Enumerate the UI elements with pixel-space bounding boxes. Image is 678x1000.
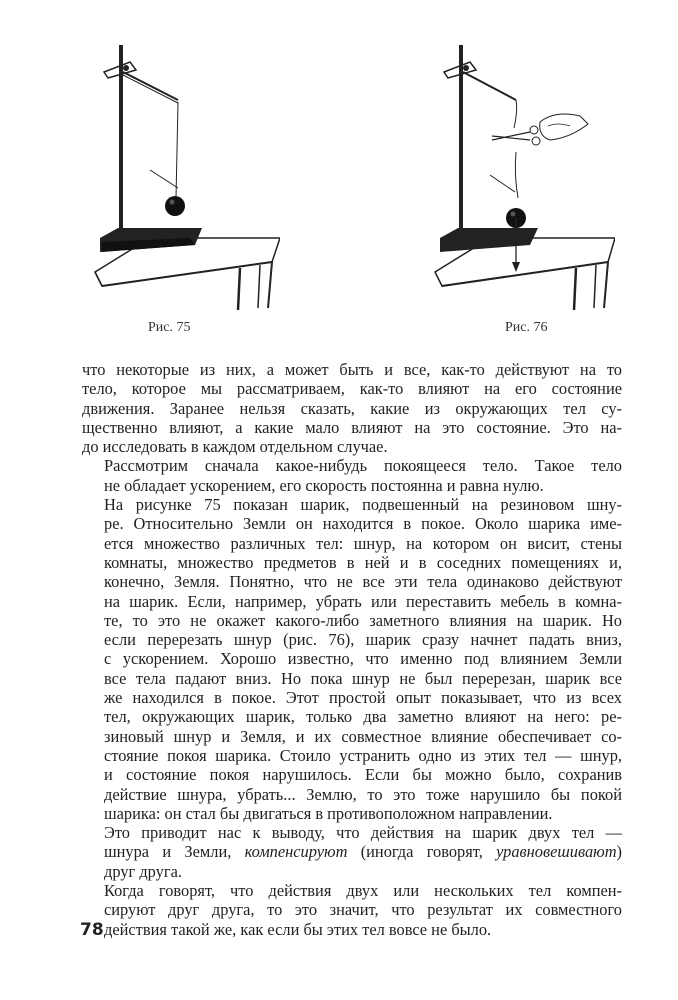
text-line: щественно влияют, а какие мало влияют на это состояние. Это на- <box>82 417 622 437</box>
text-line: не обладает ускорением, его скорость постоянна и равна нулю. <box>104 475 544 495</box>
paragraph <box>82 456 622 495</box>
figure-75-illustration <box>90 40 280 315</box>
text-line: же находился в покое. Этот простой опыт показывает, что из всех <box>104 688 622 708</box>
text-line: что некоторые из них, а может быть и все, как-то действуют на то <box>82 360 622 379</box>
text-line: ре. Относительно Земли он находится в покое. Около шарика име- <box>104 514 622 534</box>
text-line: и состояние покоя нарушилось. Если бы можно было, сохранив <box>104 765 622 785</box>
text-line: на шарик. Если, например, убрать или переставить мебель в комна- <box>104 591 622 611</box>
figure-75-caption: Рис. 75 <box>148 320 191 335</box>
paragraph <box>82 360 622 456</box>
paragraph <box>82 823 622 881</box>
paragraph <box>82 495 622 823</box>
text-line: с ускорением. Хорошо известно, что именно под влиянием Земли <box>104 649 622 669</box>
text-line: зиновый шнур и Земля, и их совместное влияние обеспечивает со- <box>104 726 622 746</box>
paragraph <box>82 881 622 939</box>
text-line: действие шнура, убрать... Землю, то это тоже нарушило бы покой <box>104 784 622 804</box>
text-line: Это приводит нас к выводу, что действия на шарик двух тел — <box>104 823 622 843</box>
text-line: друг друга. <box>104 861 182 881</box>
text-line: конечно, Земля. Понятно, что не все эти тела одинаково действуют <box>104 572 622 592</box>
text-line: тел, окружающих шарик, только два заметно влияют на него: ре- <box>104 707 622 727</box>
text-line: движения. Заранее нельзя сказать, какие из окружающих тел су- <box>82 398 622 418</box>
text-line: сируют друг друга, то это значит, что результат их совместного <box>104 900 622 920</box>
text-line: те, то это не окажет какого-либо заметного влияния на шарик. Но <box>104 610 622 630</box>
figure-76-illustration <box>430 40 615 315</box>
text-line: если перерезать шнур (рис. 76), шарик сразу начнет падать вниз, <box>104 630 622 650</box>
figure-76-caption: Рис. 76 <box>505 320 548 335</box>
text-line: шарика: он стал бы двигаться в противоположном направлении. <box>104 803 553 823</box>
figure-75 <box>90 40 280 315</box>
text-line: комнаты, множество предметов в ней и в соседних помещениях и, <box>104 552 622 572</box>
body-text <box>82 360 622 939</box>
text-line: все тела падают вниз. Но пока шнур не был перерезан, шарик все <box>104 668 622 688</box>
text-line: стояние покоя шарика. Стоило устранить одно из этих тел — шнур, <box>104 745 622 765</box>
text-line: действия такой же, как если бы этих тел вовсе не было. <box>104 919 492 939</box>
text-line: Когда говорят, что действия двух или нескольких тел компен- <box>104 881 622 901</box>
text-line: шнура и Земли, компенсируют (иногда говорят, уравновешивают) <box>104 842 623 862</box>
text-line: до исследовать в каждом отдельном случае. <box>82 437 388 457</box>
text-line: На рисунке 75 показан шарик, подвешенный на резиновом шну- <box>104 495 622 515</box>
text-line: Рассмотрим сначала какое-нибудь покоящееся тело. Такое тело <box>104 456 622 476</box>
text-line: ется множество различных тел: шнур, на котором он висит, стены <box>104 533 622 553</box>
text-line: тело, которое мы рассматриваем, как-то влияют на его состояние <box>82 379 622 399</box>
page-number: 78 <box>80 920 104 940</box>
figure-76 <box>430 40 615 315</box>
